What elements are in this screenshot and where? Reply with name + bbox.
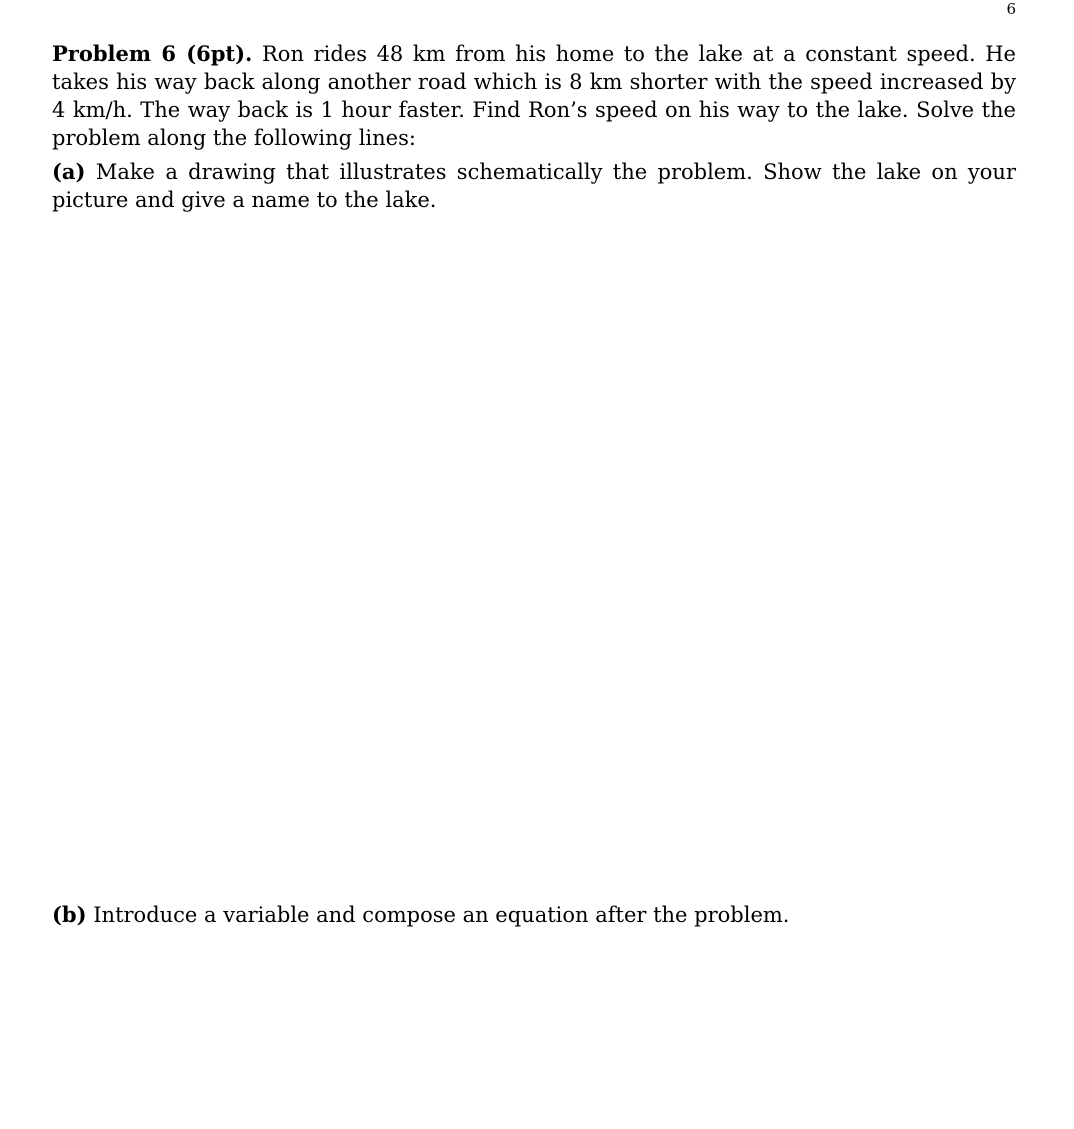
part-b-text: Introduce a variable and compose an equation after the problem. <box>93 903 790 927</box>
part-a <box>52 158 1016 214</box>
part-a-label: (a) <box>52 159 86 184</box>
part-b <box>52 901 1016 929</box>
problem-text: Ron rides 48 km from his home to the lake at a constant speed. He takes his way back along another road which is 8 km shorter with the speed increased by 4 km/h. The way back is 1 hour faster. Find Ron’s speed on his way to the lake. Solve the problem along the following lines: <box>52 42 1016 150</box>
part-a-text: Make a drawing that illustrates schematically the problem. Show the lake on your picture and give a name to the lake. <box>52 160 1016 212</box>
part-b-answer-space[interactable] <box>52 940 1016 1120</box>
problem-heading: Problem 6 (6pt). <box>52 41 253 66</box>
page-number: 6 <box>1006 0 1016 18</box>
problem-block <box>52 40 1016 220</box>
part-a-answer-space[interactable] <box>52 220 1016 880</box>
part-b-label: (b) <box>52 902 87 927</box>
problem-statement <box>52 40 1016 152</box>
